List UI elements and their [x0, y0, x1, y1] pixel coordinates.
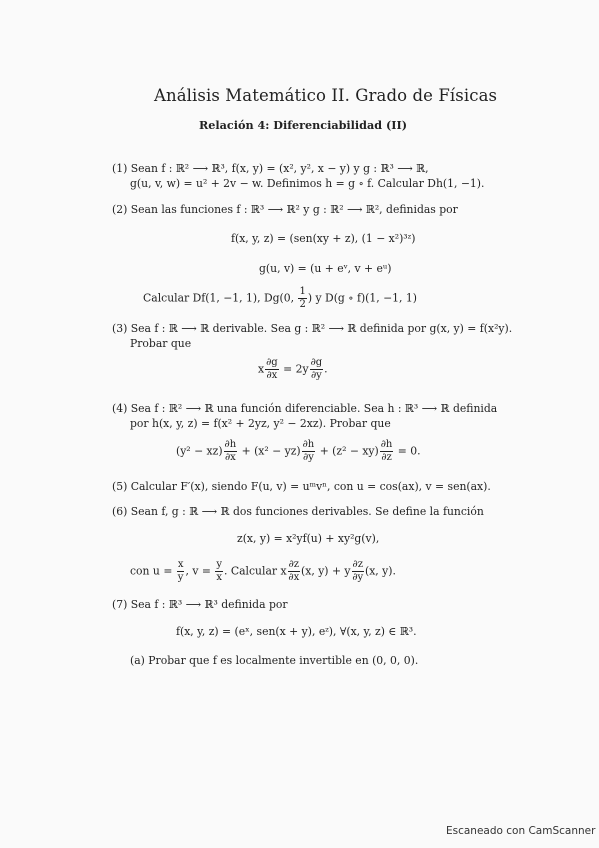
fraction-num: y: [216, 559, 222, 570]
partial-fraction: [288, 560, 300, 583]
fraction-num: ∂z: [352, 559, 363, 570]
fraction-den: ∂x: [288, 572, 300, 583]
fraction-num: 1: [299, 286, 306, 297]
fraction-den: x: [216, 572, 222, 583]
eq-term: = 0.: [397, 444, 421, 458]
problem-1-line-1: (1) Sean f : ℝ² ⟶ ℝ³, f(x, y) = (x², y², x − y) y g : ℝ³ ⟶ ℝ,: [112, 162, 429, 175]
partial-fraction: [352, 560, 364, 583]
problem-7-item-a: (a) Probar que f es localmente invertible en (0, 0, 0).: [130, 654, 419, 667]
partial-fraction: [265, 358, 279, 381]
eq-term: (x, y).: [365, 564, 396, 578]
fraction-den: ∂x: [266, 370, 278, 381]
fraction-num: ∂g: [266, 357, 278, 368]
problem-5-line-1: (5) Calcular F′(x), siendo F(u, v) = uᵐvⁿ, con u = cos(ax), v = sen(ax).: [112, 480, 491, 493]
fraction-num: x: [177, 559, 184, 570]
fraction-half: [298, 287, 306, 310]
fraction-v: [215, 560, 223, 583]
eq-term: + (x² − yz): [241, 444, 301, 458]
fraction-den: ∂y: [303, 452, 314, 463]
page-subtitle: Relación 4: Diferenciabilidad (II): [199, 118, 408, 132]
fraction-num: ∂g: [310, 357, 323, 368]
eq-term: con u =: [130, 564, 173, 578]
fraction-den: ∂y: [352, 572, 364, 583]
problem-2-calc-a: Calcular Df(1, −1, 1), Dg(0,: [143, 291, 298, 305]
problem-2-line-1: (2) Sean las funciones f : ℝ³ ⟶ ℝ² y g : ℝ² ⟶ ℝ², definidas por: [112, 203, 458, 216]
problem-4-line-2: por h(x, y, z) = f(x² + 2yz, y² − 2xz). Probar que: [130, 417, 391, 430]
fraction-den: 2: [299, 299, 306, 310]
fraction-u: [177, 560, 185, 583]
problem-7-eq: f(x, y, z) = (eˣ, sen(x + y), eᶻ), ∀(x, y, z) ∈ ℝ³.: [176, 625, 417, 638]
problem-6-calc: [130, 560, 396, 583]
problem-2-eq-f: f(x, y, z) = (sen(xy + z), (1 − x²)³ᶻ): [231, 232, 416, 245]
problem-6-line-1: (6) Sean f, g : ℝ ⟶ ℝ dos funciones derivables. Se define la función: [112, 505, 484, 518]
problem-4-line-1: (4) Sea f : ℝ² ⟶ ℝ una función diferenciable. Sea h : ℝ³ ⟶ ℝ definida: [112, 402, 498, 415]
problem-2-calc: [143, 287, 417, 310]
problem-3-equation: [258, 358, 328, 381]
partial-fraction: [380, 440, 394, 463]
eq-term: (y² − xz): [176, 444, 223, 458]
eq-term: .: [324, 362, 328, 376]
fraction-num: ∂h: [302, 439, 315, 450]
problem-3-line-1: (3) Sea f : ℝ ⟶ ℝ derivable. Sea g : ℝ² ⟶ ℝ definida por g(x, y) = f(x²y).: [112, 322, 513, 335]
eq-term: x: [258, 362, 265, 376]
partial-fraction: [224, 440, 238, 463]
problem-3-line-2: Probar que: [130, 337, 192, 350]
eq-term: . Calcular x: [224, 564, 287, 578]
eq-term: = 2y: [283, 362, 309, 376]
fraction-num: ∂h: [380, 439, 393, 450]
fraction-den: y: [177, 572, 184, 583]
eq-term: (x, y) + y: [301, 564, 351, 578]
partial-fraction: [302, 440, 316, 463]
fraction-den: ∂z: [381, 452, 392, 463]
fraction-num: ∂h: [224, 439, 237, 450]
fraction-den: ∂x: [224, 452, 236, 463]
fraction-den: ∂y: [310, 370, 322, 381]
problem-2-eq-g: g(u, v) = (u + eᵛ, v + eᵘ): [259, 262, 392, 275]
problem-4-equation: [176, 440, 421, 463]
eq-term: + (z² − xy): [319, 444, 379, 458]
eq-term: , v =: [185, 564, 211, 578]
problem-2-calc-b: ) y D(g ∘ f)(1, −1, 1): [307, 291, 417, 305]
problem-6-eq: z(x, y) = x²yf(u) + xy²g(v),: [237, 532, 380, 545]
page-title: Análisis Matemático II. Grado de Físicas: [154, 86, 498, 105]
problem-1-line-2: g(u, v, w) = u² + 2v − w. Definimos h = g ∘ f. Calcular Dh(1, −1).: [130, 177, 485, 190]
scanner-watermark: Escaneado con CamScanner: [446, 825, 596, 837]
partial-fraction: [310, 358, 324, 381]
fraction-num: ∂z: [288, 559, 300, 570]
problem-7-line-1: (7) Sea f : ℝ³ ⟶ ℝ³ definida por: [112, 598, 288, 611]
